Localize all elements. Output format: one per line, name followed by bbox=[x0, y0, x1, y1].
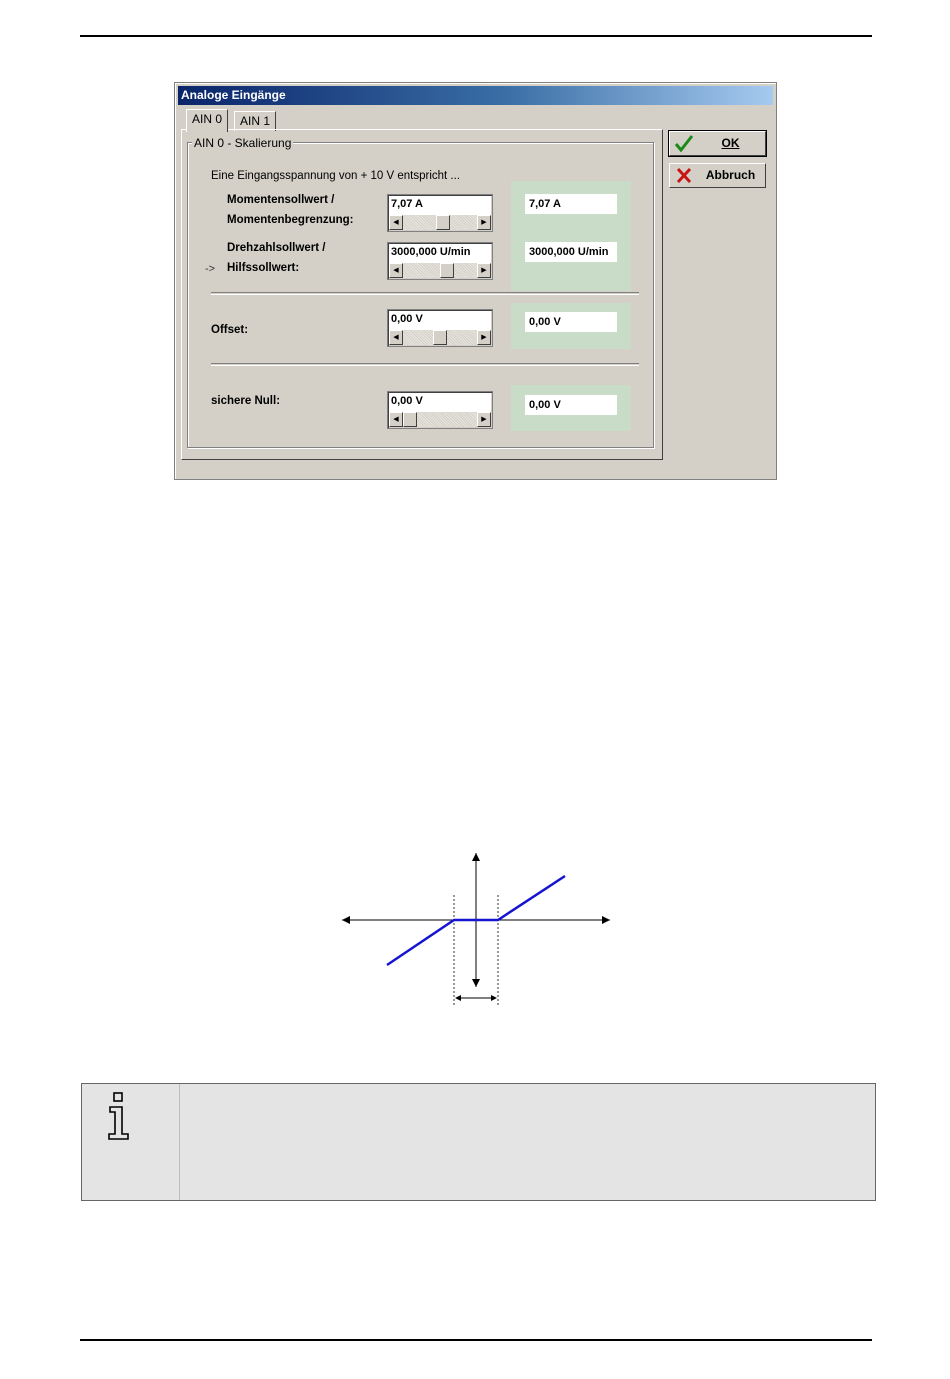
y-axis-arrow-up bbox=[472, 853, 480, 861]
torque-label-1: Momentensollwert / bbox=[227, 194, 335, 206]
offset-display: 0,00 V bbox=[525, 312, 617, 332]
offset-display-panel bbox=[511, 303, 631, 349]
dialog-title: Analoge Eingänge bbox=[178, 86, 773, 105]
info-divider bbox=[179, 1084, 180, 1200]
offset-scroll-thumb[interactable] bbox=[433, 330, 447, 345]
close-icon bbox=[674, 166, 694, 185]
speed-field bbox=[387, 242, 493, 280]
separator bbox=[211, 363, 639, 366]
cancel-label: Abbruch bbox=[705, 168, 756, 182]
torque-display-panel bbox=[511, 181, 631, 291]
safe-zero-display-panel bbox=[511, 385, 631, 431]
scroll-left-icon[interactable]: ◀ bbox=[389, 215, 403, 230]
info-note-box bbox=[81, 1083, 876, 1201]
dimension-arrow-left bbox=[455, 995, 461, 1001]
scroll-right-icon[interactable]: ▶ bbox=[477, 330, 491, 345]
torque-scrollbar[interactable] bbox=[389, 215, 491, 230]
safe-zero-field bbox=[387, 391, 493, 429]
intro-text: Eine Eingangsspannung von + 10 V entspricht ... bbox=[211, 170, 461, 182]
offset-input[interactable]: 0,00 V bbox=[389, 311, 491, 330]
footer-rule bbox=[80, 1339, 872, 1341]
scroll-left-icon[interactable]: ◀ bbox=[389, 412, 403, 427]
speed-label-2: Hilfssollwert: bbox=[227, 262, 300, 274]
analog-inputs-dialog bbox=[174, 82, 777, 480]
offset-field bbox=[387, 309, 493, 347]
speed-label-1: Drehzahlsollwert / bbox=[227, 242, 326, 254]
scroll-right-icon[interactable]: ▶ bbox=[477, 412, 491, 427]
torque-display: 7,07 A bbox=[525, 194, 617, 214]
tab-ain0[interactable]: AIN 0 bbox=[186, 109, 228, 132]
safe-zero-scrollbar[interactable] bbox=[389, 412, 491, 427]
y-axis-arrow-down bbox=[472, 979, 480, 987]
scroll-left-icon[interactable]: ◀ bbox=[389, 330, 403, 345]
safe-zero-input[interactable]: 0,00 V bbox=[389, 393, 491, 412]
x-axis-arrow-left bbox=[342, 916, 350, 924]
x-axis-arrow-right bbox=[602, 916, 610, 924]
arrow-right-icon: -> bbox=[205, 263, 216, 275]
safe-zero-scroll-thumb[interactable] bbox=[403, 412, 417, 427]
torque-input[interactable]: 7,07 A bbox=[389, 196, 491, 215]
cancel-button[interactable] bbox=[669, 163, 766, 188]
checkmark-icon bbox=[674, 134, 694, 153]
safe-zero-label: sichere Null: bbox=[211, 395, 281, 407]
dimension-arrow-right bbox=[491, 995, 497, 1001]
torque-scroll-thumb[interactable] bbox=[436, 215, 450, 230]
safe-zero-characteristic-diagram bbox=[330, 845, 620, 1015]
safe-zero-display: 0,00 V bbox=[525, 395, 617, 415]
torque-label-2: Momentenbegrenzung: bbox=[227, 214, 354, 226]
offset-scrollbar[interactable] bbox=[389, 330, 491, 345]
header-rule bbox=[80, 35, 872, 37]
ok-button[interactable] bbox=[669, 131, 766, 156]
info-i-icon bbox=[106, 1092, 132, 1140]
group-title: AIN 0 - Skalierung bbox=[194, 136, 292, 150]
speed-input[interactable]: 3000,000 U/min bbox=[389, 244, 491, 263]
torque-field bbox=[387, 194, 493, 232]
scroll-right-icon[interactable]: ▶ bbox=[477, 215, 491, 230]
ok-label: OK bbox=[721, 136, 740, 150]
scroll-right-icon[interactable]: ▶ bbox=[477, 263, 491, 278]
speed-scrollbar[interactable] bbox=[389, 263, 491, 278]
speed-display: 3000,000 U/min bbox=[525, 242, 617, 262]
separator bbox=[211, 292, 639, 295]
speed-scroll-thumb[interactable] bbox=[440, 263, 454, 278]
tab-ain1[interactable]: AIN 1 bbox=[234, 111, 276, 131]
scroll-left-icon[interactable]: ◀ bbox=[389, 263, 403, 278]
offset-label: Offset: bbox=[211, 324, 249, 336]
